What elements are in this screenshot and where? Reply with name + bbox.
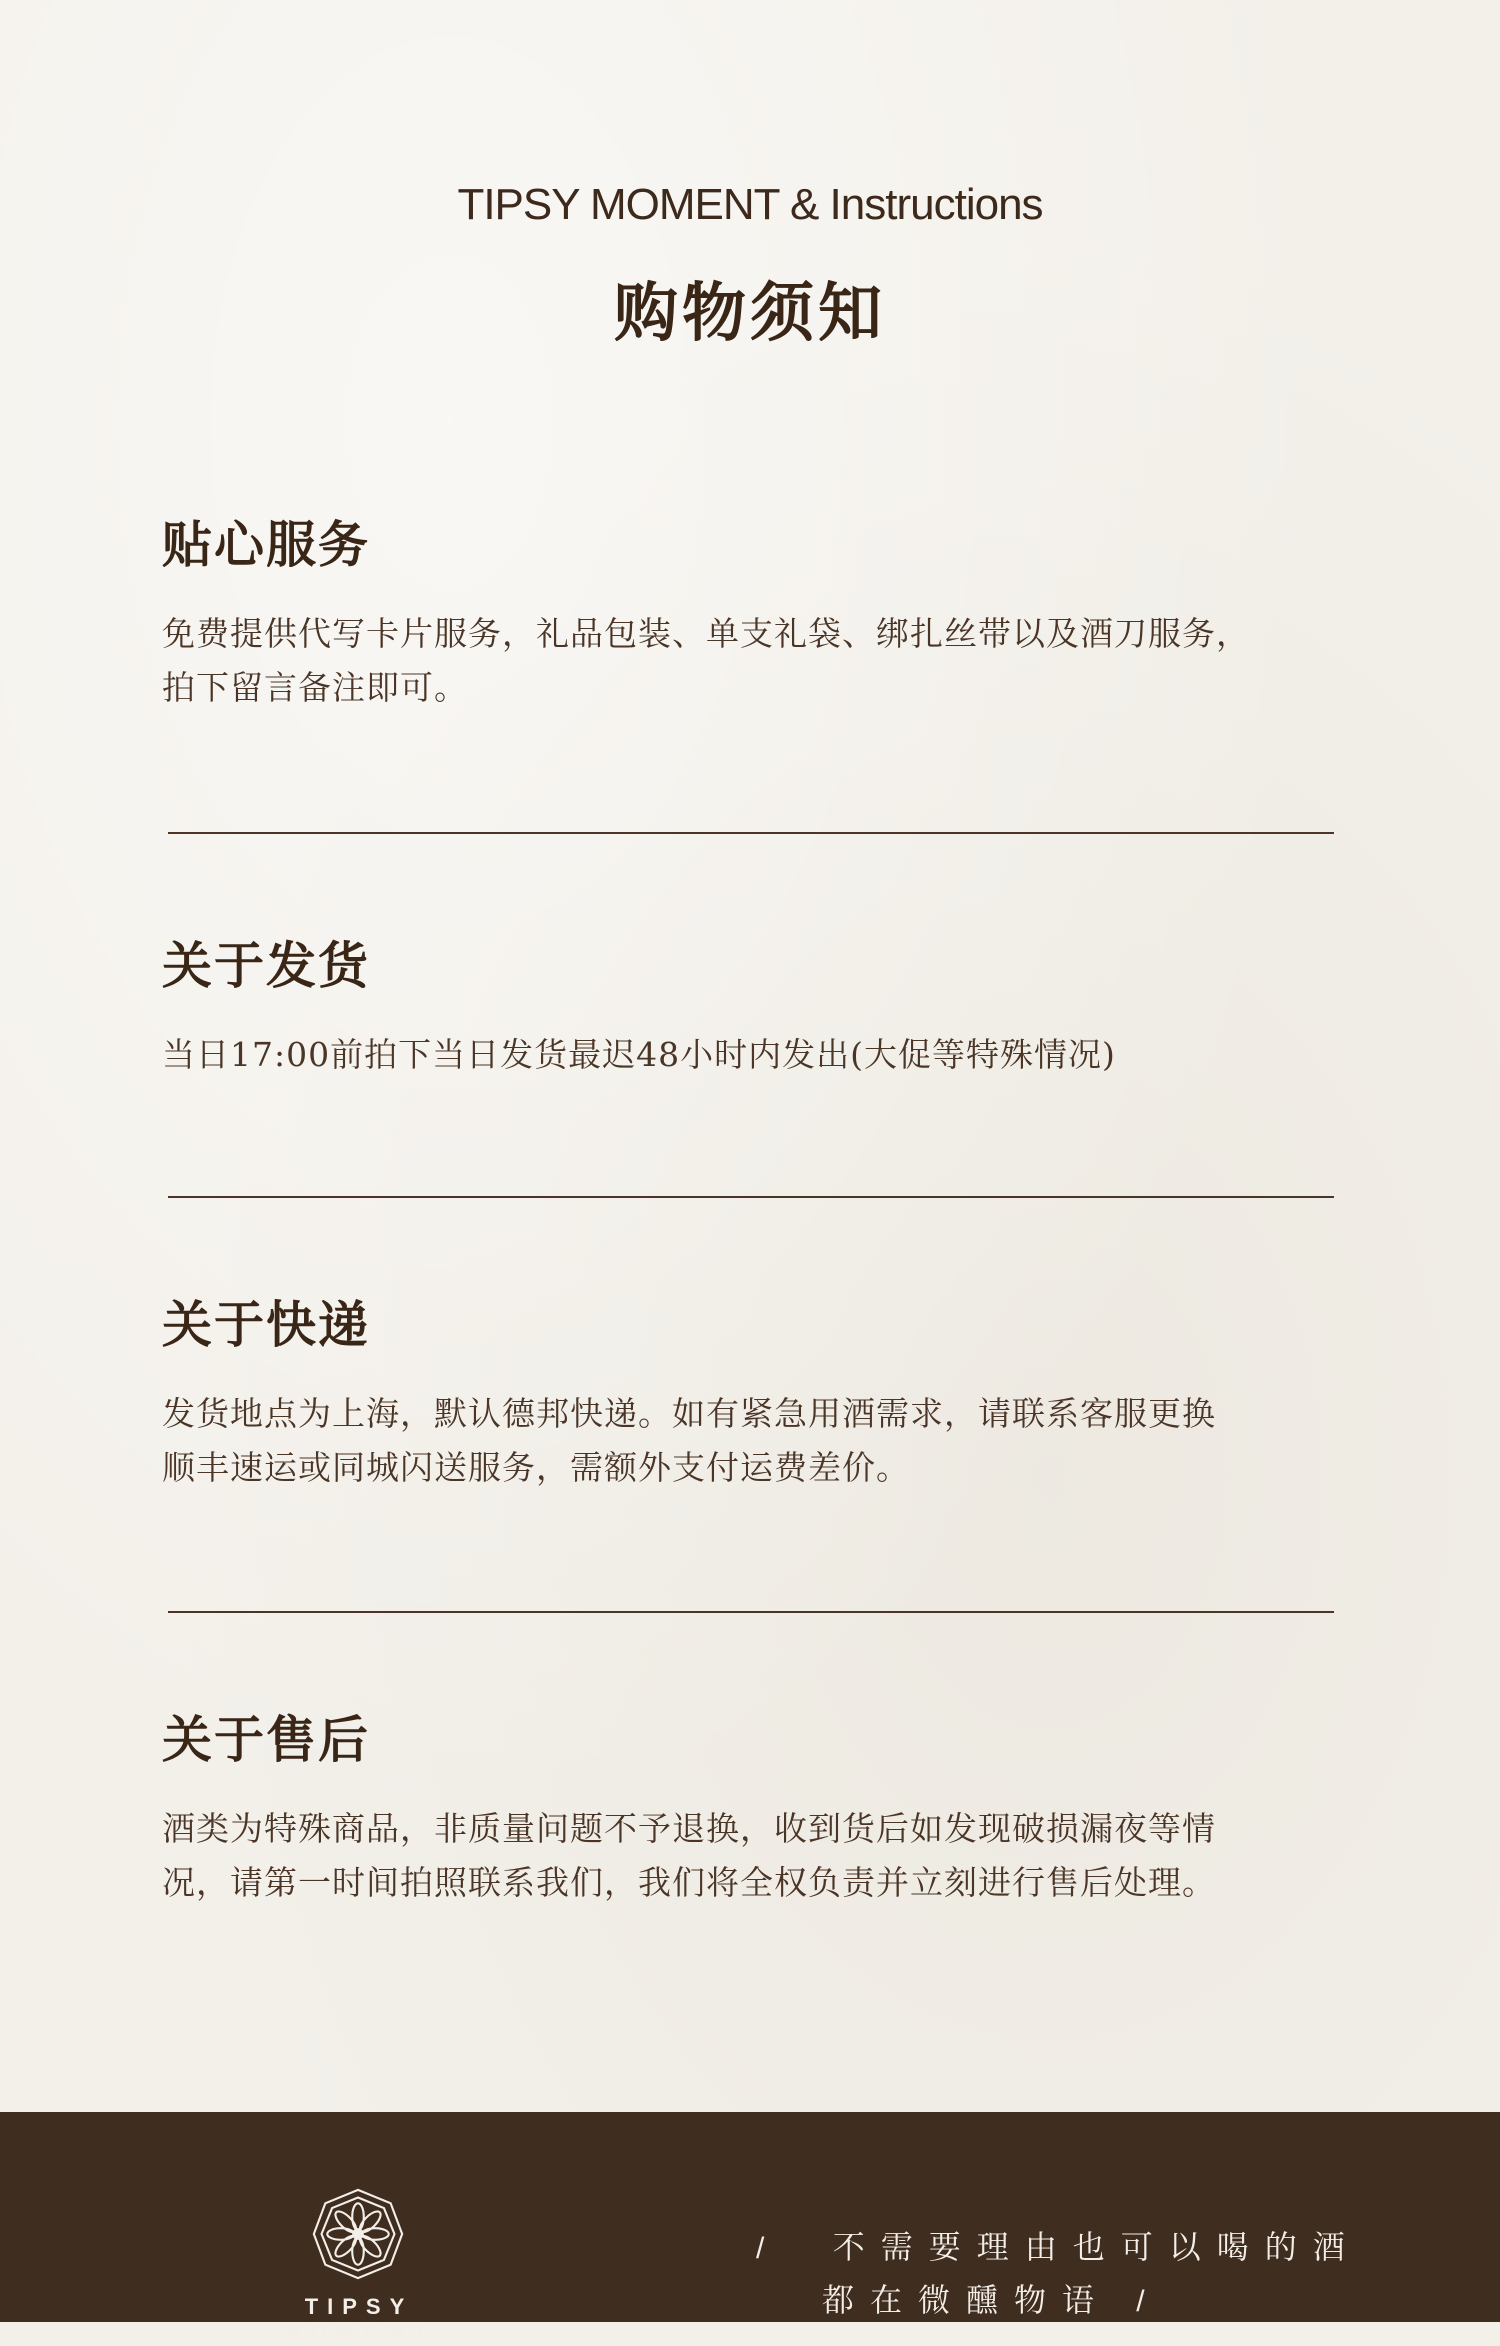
section-body-line: 况，请第一时间拍照联系我们，我们将全权负责并立刻进行售后处理。 <box>162 1863 1216 1902</box>
footer-slogan-line2 <box>822 2275 1161 2321</box>
footer <box>0 2112 1500 2345</box>
section-divider <box>168 1611 1334 1613</box>
section-body-line: 酒类为特殊商品，非质量问题不予退换，收到货后如发现破损漏夜等情 <box>162 1809 1216 1848</box>
section-title: 关于发货 <box>162 936 370 995</box>
footer-brand: TIPSY MOMENT <box>283 2294 435 2345</box>
section-body <box>162 607 1362 715</box>
section-body <box>162 1387 1362 1495</box>
section-title: 关于快递 <box>162 1295 370 1354</box>
section-body-line: 拍下留言备注即可。 <box>162 668 468 707</box>
section-service <box>162 515 1362 715</box>
section-body-line: 发货地点为上海，默认德邦快递。如有紧急用酒需求，请联系客服更换 <box>162 1394 1216 1433</box>
slash-mark: / <box>1136 2285 1161 2318</box>
section-title: 关于售后 <box>162 1710 370 1769</box>
section-divider <box>168 1196 1334 1198</box>
section-body <box>162 1028 1362 1082</box>
slash-mark: / <box>756 2232 781 2265</box>
flower-logo-icon <box>310 2186 406 2282</box>
slogan-text: 都在微醺物语 <box>822 2281 1111 2319</box>
section-delivery <box>162 1295 1362 1495</box>
section-divider <box>168 832 1334 834</box>
section-body-line: 当日17:00前拍下当日发货最迟48小时内发出(大促等特殊情况) <box>162 1035 1116 1074</box>
section-body-line: 免费提供代写卡片服务，礼品包装、单支礼袋、绑扎丝带以及酒刀服务， <box>162 614 1250 653</box>
section-shipping <box>162 936 1362 1082</box>
section-title: 贴心服务 <box>162 515 370 574</box>
section-aftersales <box>162 1710 1362 1910</box>
page-subtitle: TIPSY MOMENT & Instructions <box>457 180 1043 229</box>
section-body <box>162 1802 1362 1910</box>
page-title: 购物须知 <box>614 276 886 351</box>
footer-slogan-line1 <box>756 2222 1361 2268</box>
section-body-line: 顺丰速运或同城闪送服务，需额外支付运费差价。 <box>162 1448 910 1487</box>
slogan-text: 不需要理由也可以喝的酒 <box>832 2228 1361 2266</box>
